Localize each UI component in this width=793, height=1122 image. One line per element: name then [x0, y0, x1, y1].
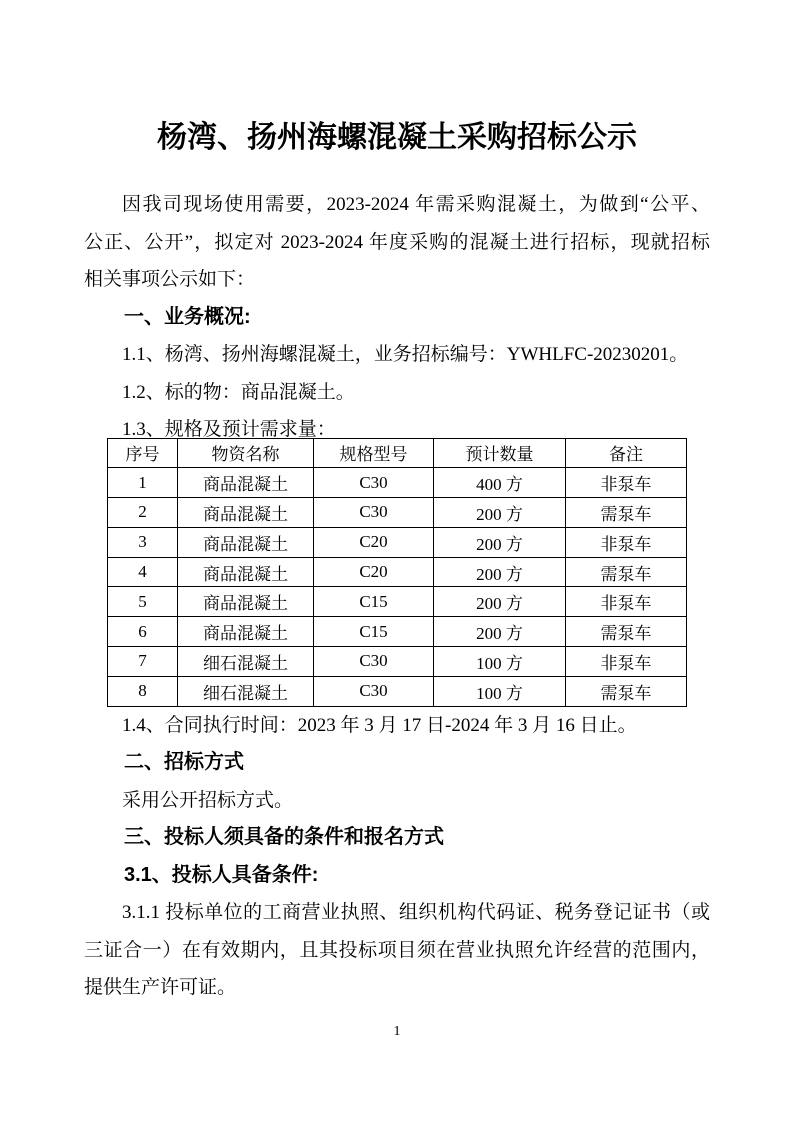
table-cell: 1 [108, 468, 178, 498]
item-1-2: 1.2、标的物：商品混凝土。 [122, 381, 355, 403]
table-cell: C20 [314, 557, 434, 587]
table-header-cell: 规格型号 [314, 438, 434, 468]
document-title: 杨湾、扬州海螺混凝土采购招标公示 [157, 121, 637, 154]
intro-line-3: 相关事项公示如下： [84, 269, 256, 290]
table-cell: 200 方 [434, 527, 566, 557]
table-row [108, 498, 687, 528]
table-cell: 需泵车 [566, 676, 687, 706]
table-cell: 商品混凝土 [178, 617, 314, 647]
section1-heading: 一、业务概况: [124, 305, 251, 328]
table-cell: 非泵车 [566, 527, 687, 557]
table-row [108, 647, 687, 677]
table-cell: 需泵车 [566, 557, 687, 587]
table-row [108, 557, 687, 587]
table-cell: 200 方 [434, 498, 566, 528]
table-header-cell: 物资名称 [178, 438, 314, 468]
table-cell: C15 [314, 617, 434, 647]
table-cell: 3 [108, 527, 178, 557]
table-cell: 商品混凝土 [178, 468, 314, 498]
section3-1-heading: 3.1、投标人具备条件: [124, 863, 319, 886]
item-3-1-1-line-2: 三证合一）在有效期内，且其投标项目须在营业执照允许经营的范围内， [84, 939, 710, 961]
item-3-1-1-line-1: 3.1.1 投标单位的工商营业执照、组织机构代码证、税务登记证书（或 [122, 902, 710, 924]
table-cell: C30 [314, 647, 434, 677]
table-cell: 细石混凝土 [178, 676, 314, 706]
section2-heading: 二、招标方式 [124, 751, 244, 774]
table-cell: 商品混凝土 [178, 557, 314, 587]
table-cell: 7 [108, 647, 178, 677]
item-1-4: 1.4、合同执行时间：2023 年 3 月 17 日-2024 年 3 月 16 日止。 [122, 714, 637, 736]
table-row [108, 617, 687, 647]
table-cell: C30 [314, 498, 434, 528]
table-header-cell: 备注 [566, 438, 687, 468]
table-cell: C20 [314, 527, 434, 557]
table-cell: 400 方 [434, 468, 566, 498]
table-cell: 8 [108, 676, 178, 706]
table-row [108, 527, 687, 557]
table-cell: 商品混凝土 [178, 587, 314, 617]
table-cell: 5 [108, 587, 178, 617]
table-cell: 非泵车 [566, 647, 687, 677]
table-cell: 100 方 [434, 647, 566, 677]
table-cell: C30 [314, 676, 434, 706]
table-cell: 商品混凝土 [178, 498, 314, 528]
demand-table [107, 438, 687, 707]
table-cell: 商品混凝土 [178, 527, 314, 557]
table-cell: 100 方 [434, 676, 566, 706]
demand-table-body [108, 468, 687, 706]
item-1-1: 1.1、杨湾、扬州海螺混凝土，业务招标编号：YWHLFC-20230201。 [122, 344, 689, 365]
item-1-3: 1.3、规格及预计需求量： [122, 419, 336, 440]
table-cell: C30 [314, 468, 434, 498]
table-cell: C15 [314, 587, 434, 617]
intro-line-1: 因我司现场使用需要，2023-2024 年需采购混凝土，为做到“公平、 [122, 194, 710, 215]
item-3-1-1-line-3: 提供生产许可证。 [84, 977, 237, 999]
table-cell: 非泵车 [566, 468, 687, 498]
table-header-cell: 序号 [108, 438, 178, 468]
table-cell: 4 [108, 557, 178, 587]
table-cell: 200 方 [434, 587, 566, 617]
table-cell: 非泵车 [566, 587, 687, 617]
table-row [108, 468, 687, 498]
table-cell: 6 [108, 617, 178, 647]
table-row [108, 587, 687, 617]
table-cell: 细石混凝土 [178, 647, 314, 677]
intro-line-2: 公正、公开”，拟定对 2023-2024 年度采购的混凝土进行招标，现就招标 [84, 231, 710, 253]
table-cell: 200 方 [434, 557, 566, 587]
table-cell: 需泵车 [566, 498, 687, 528]
table-cell: 2 [108, 498, 178, 528]
page-number: 1 [393, 1023, 401, 1039]
section3-heading: 三、投标人须具备的条件和报名方式 [124, 826, 444, 849]
table-row [108, 676, 687, 706]
section2-body: 采用公开招标方式。 [122, 789, 294, 811]
table-header-cell: 预计数量 [434, 438, 566, 468]
table-cell: 200 方 [434, 617, 566, 647]
table-cell: 需泵车 [566, 617, 687, 647]
